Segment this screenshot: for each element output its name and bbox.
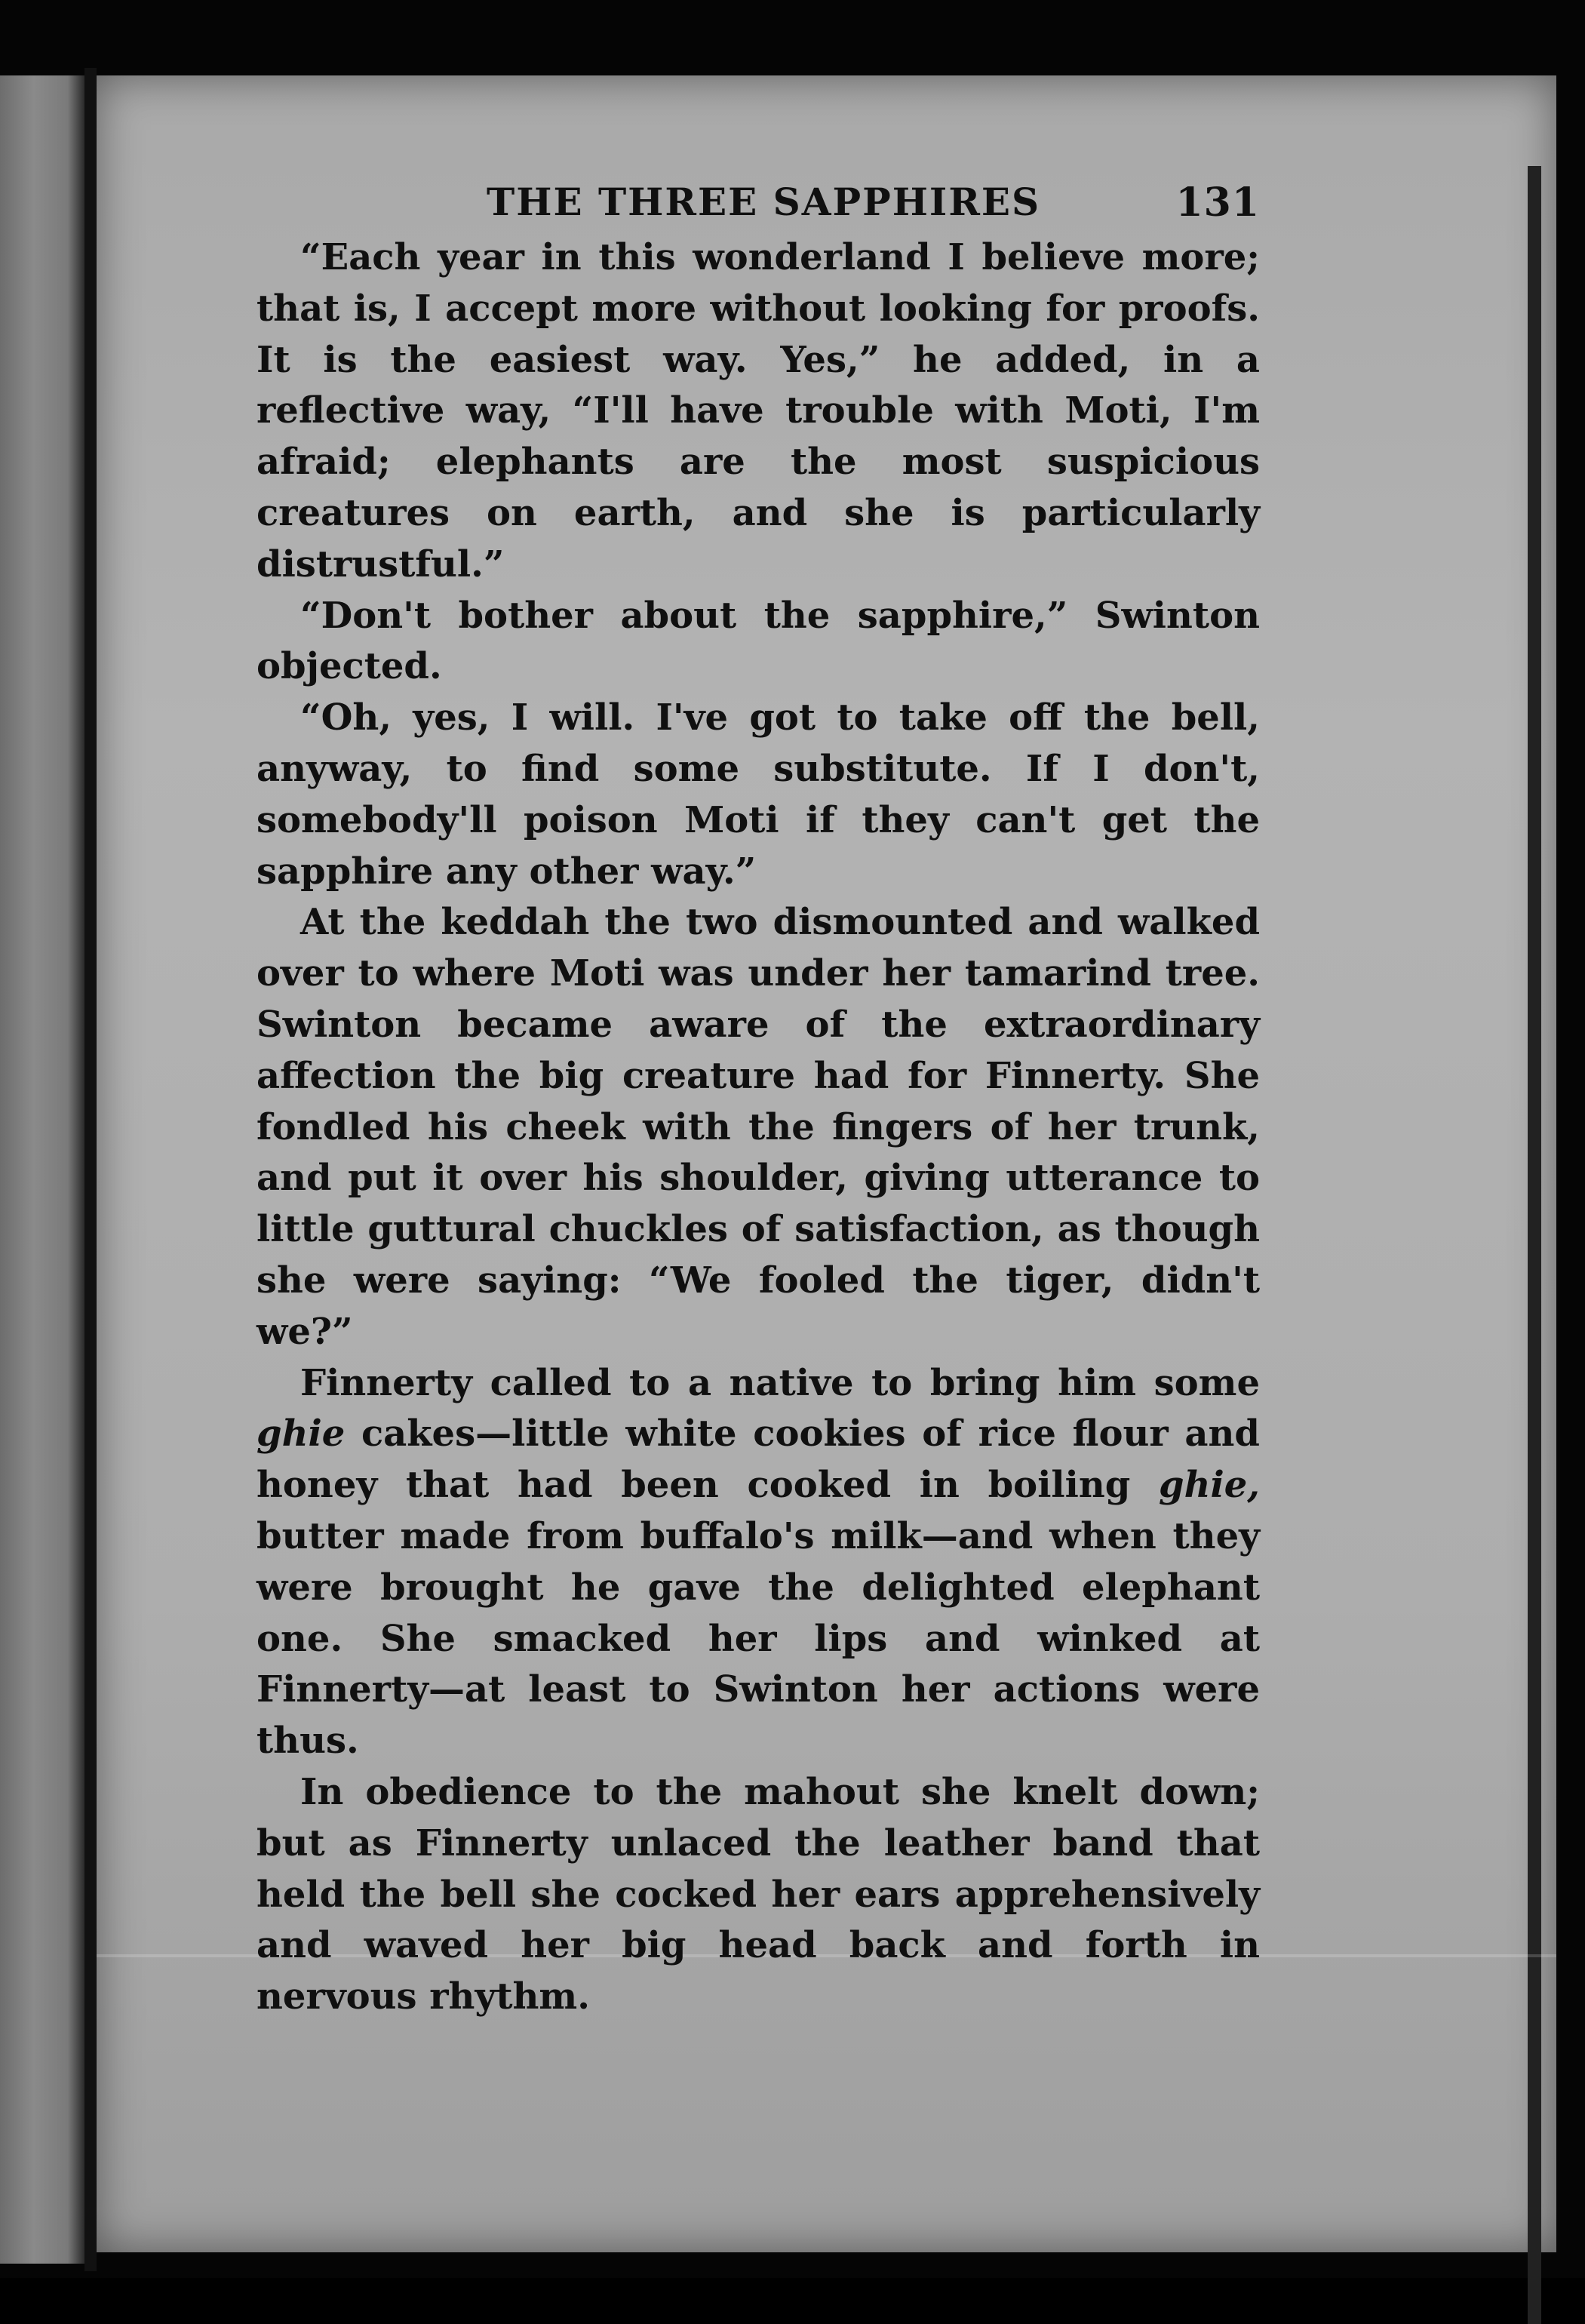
page-number: 131 — [1175, 180, 1260, 226]
paragraph: In obedience to the mahout she knelt down; but as Finnerty unlaced the leather band that held the bell she cocked her ears apprehensively and waved her big head back and forth in nervous rhythm. — [256, 1770, 1260, 2018]
paragraph: At the keddah the two dismounted and walked over to where Moti was under her tamarind tree. Swinton became aware of the extraordinary affection the big creature had for Finnerty. She fondled his cheek with the fingers of her trunk, and put it over his shoulder, giving utterance to little guttural chuckles of satisfaction, as though she were saying: “We fooled the tiger, didn't we?” — [256, 901, 1260, 1353]
paragraph: “Don't bother about the sapphire,” Swinton objected. — [256, 594, 1260, 688]
page-text — [256, 164, 1260, 2023]
paragraph — [256, 1358, 1260, 1767]
previous-page-edge — [0, 75, 84, 2264]
page-edge-shadow — [1528, 166, 1541, 2324]
paragraph: “Each year in this wonderland I believe more; that is, I accept more without looking for proofs. It is the easiest way. Yes,” he added, in a reflective way, “I'll have trouble with Moti, I'm afraid; elephants are the most suspicious creatures on earth, and she is particularly distrustful.” — [256, 236, 1260, 586]
italic-word: ghie — [256, 1413, 346, 1456]
page-body — [256, 232, 1260, 2023]
page-header — [256, 164, 1260, 232]
paragraph-text: cakes—little white cookies of rice flour and honey that had been cooked in boiling — [256, 1413, 1260, 1507]
book-spine — [84, 68, 97, 2271]
running-title: THE THREE SAPPHIRES — [487, 180, 1041, 224]
paragraph-text: butter made from buffalo's milk—and when they were brought he gave the delighted elephant one. She smacked her lips and winked at Finnerty—at least to Swinton her actions were thus. — [256, 1514, 1260, 1763]
italic-word: ghie, — [1159, 1464, 1260, 1507]
paragraph-text: Finnerty called to a native to bring him some — [300, 1361, 1260, 1404]
paragraph: “Oh, yes, I will. I've got to take off the bell, anyway, to find some substitute. If I don't, somebody'll poison Moti if they can't get the sapphire any other way.” — [256, 696, 1260, 893]
